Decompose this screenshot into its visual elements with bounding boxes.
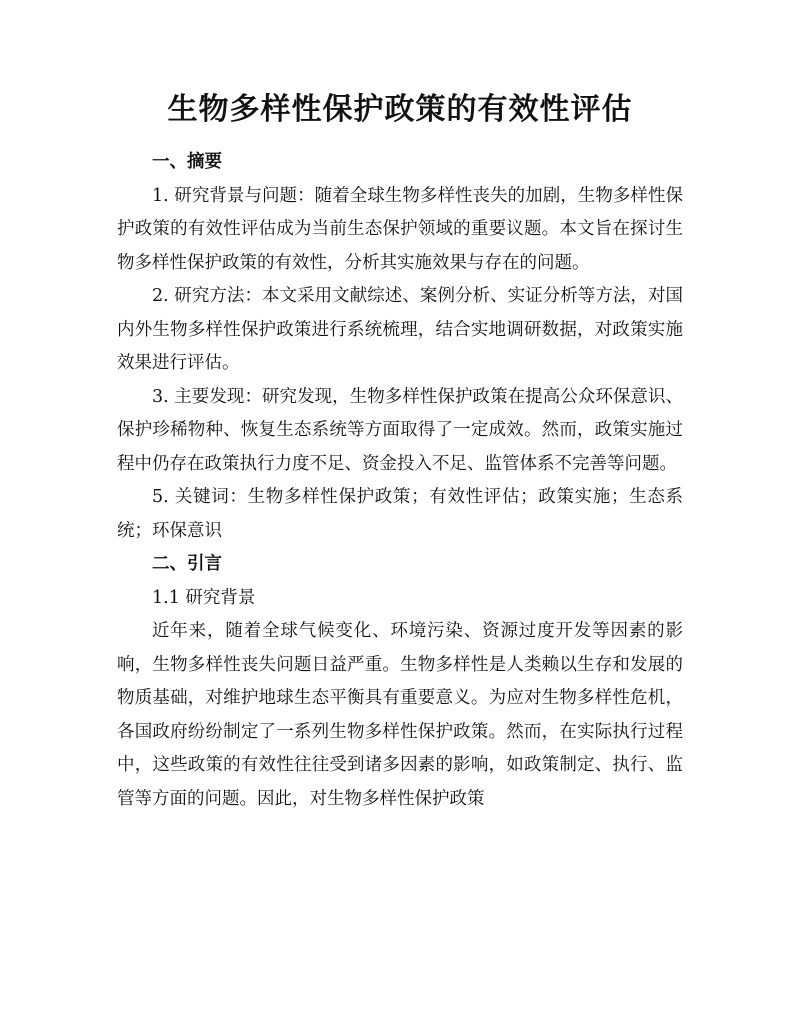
abstract-paragraph-findings: 3. 主要发现：研究发现，生物多样性保护政策在提高公众环保意识、保护珍稀物种、恢复生态系统等方面取得了一定成效。然而，政策实施过程中仍存在政策执行力度不足、资金投入不足、监管体系不完善等问题。 <box>117 386 683 474</box>
abstract-paragraph-methods: 2. 研究方法：本文采用文献综述、案例分析、实证分析等方法，对国内外生物多样性保护政策进行系统梳理，结合实地调研数据，对政策实施效果进行评估。 <box>117 286 683 373</box>
introduction-paragraph: 近年来，随着全球气候变化、环境污染、资源过度开发等因素的影响，生物多样性丧失问题日益严重。生物多样性是人类赖以生存和发展的物质基础，对维护地球生态平衡具有重要意义。为应对生物多样性危机，各国政府纷纷制定了一系列生物多样性保护政策。然而，在实际执行过程中，这些政策的有效性往往受到诸多因素的影响，如政策制定、执行、监管等方面的问题。因此，对生物多样性保护政策 <box>117 621 683 809</box>
abstract-paragraph-keywords: 5. 关键词：生物多样性保护政策；有效性评估；政策实施；生态系统；环保意识 <box>117 487 683 541</box>
section-heading-introduction: 二、引言 <box>152 554 222 574</box>
section-heading-abstract: 一、摘要 <box>152 152 222 172</box>
abstract-paragraph-background: 1. 研究背景与问题：随着全球生物多样性丧失的加剧，生物多样性保护政策的有效性评估成为当前生态保护领域的重要议题。本文旨在探讨生物多样性保护政策的有效性，分析其实施效果与存在的问题。 <box>117 185 683 273</box>
subsection-heading-background: 1.1 研究背景 <box>152 587 256 608</box>
document-body <box>117 146 683 816</box>
document-title: 生物多样性保护政策的有效性评估 <box>167 92 633 127</box>
